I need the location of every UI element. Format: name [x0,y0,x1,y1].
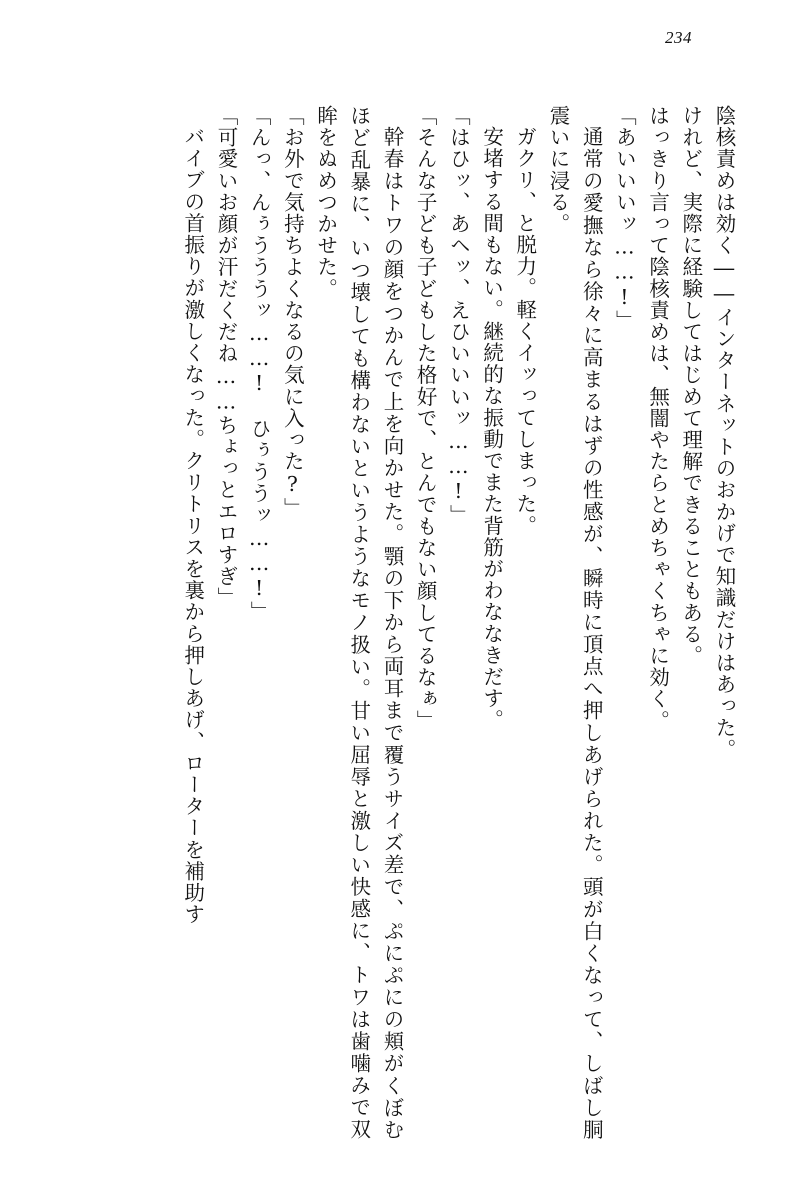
paragraph: はっきり言って陰核責めは、無闇やたらとめちゃくちゃに効く。 [645,105,670,732]
paragraph: 「そんな子ども子どもした格好で、とんでもない顔してるなぁ」 [413,105,438,732]
paragraph: けれど、実際に経験してはじめて理解できることもある。 [678,105,703,667]
paragraph: 通常の愛撫なら徐々に高まるはずの性感が、瞬時に頂点へ押しあげられた。頭が白くなって、しばし胴震いに浸る。 [545,105,604,1140]
paragraph: バイブの首振りが激しくなった。クリトリスを裏から押しあげ、ローターを補助す [180,125,205,925]
paragraph: 「んっ、んぅうううッ……! ひぅううッ……!」 [247,105,272,623]
paragraph: ガクリ、と脱力。軽くイッってしまった。 [512,125,537,536]
paragraph: 幹春はトワの顔をつかんで上を向かせた。顎の下から両耳まで覆うサイズ差で、ぷにぷにの頬がくぼむほど乱暴に、いつ壊しても構わないというようなモノ扱い。甘い屈辱と激しい快感に、トワは歯噛みで双眸をぬめつかせた。 [313,105,404,1140]
paragraph: 「お外で気持ちよくなるの気に入った?」 [280,105,305,519]
body-text-block [50,105,740,1140]
paragraph: 安堵する間もない。継続的な振動でまた背筋がわななきだす。 [479,125,504,731]
paragraph: 「可愛いお顔が汗だくだね……ちょっとエロすぎ」 [213,105,238,609]
paragraph: 「あいいいッ……!」 [612,105,637,332]
page-number: 234 [665,28,692,47]
paragraph: 陰核責めは効く――インターネットのおかげで知識だけはあった。 [712,105,736,760]
paragraph: 「はひッ、あヘッ、えひいいいッ……!」 [446,105,471,526]
